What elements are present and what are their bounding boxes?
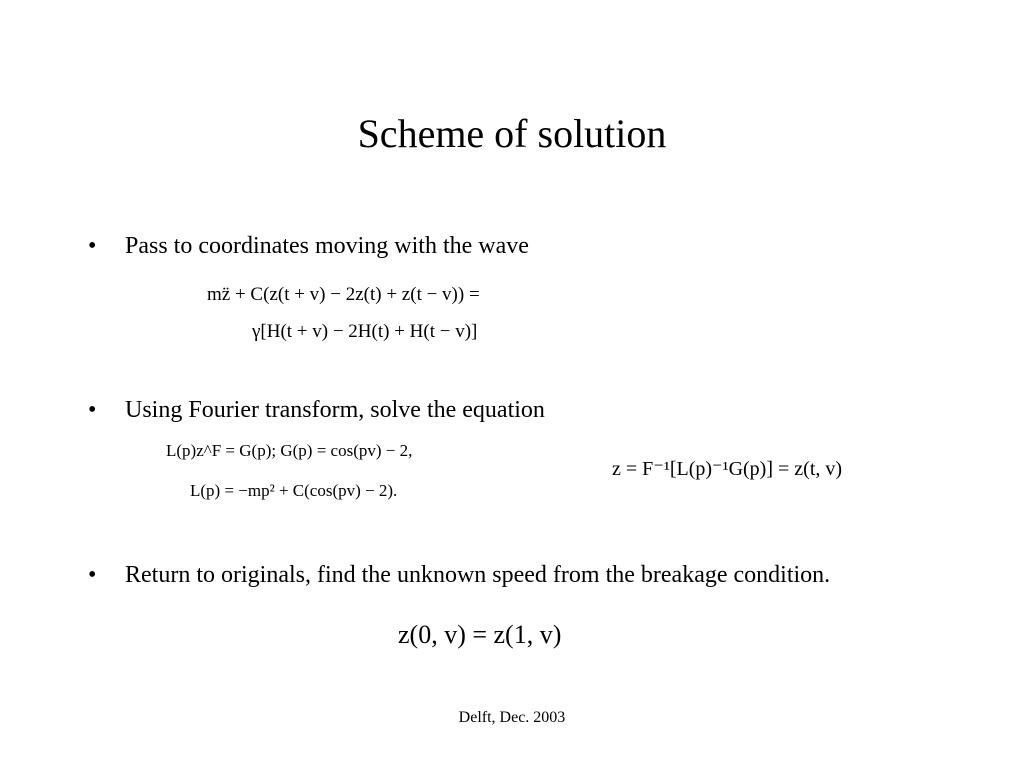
equation-motion-line-1: mz̈ + C(z(t + v) − 2z(t) + z(t − v)) = <box>207 284 480 305</box>
slide-title: Scheme of solution <box>357 111 667 156</box>
bullet-marker: • <box>88 397 97 423</box>
equation-solution: z = F⁻¹[L(p)⁻¹G(p)] = z(t, v) <box>612 458 843 480</box>
bullet-item-2 <box>88 394 888 426</box>
bullet-item-3 <box>88 559 888 591</box>
bullet-marker: • <box>88 562 97 588</box>
equation-fourier-line-2: L(p) = −mp² + C(cos(pv) − 2). <box>190 481 398 500</box>
slide-footer: Delft, Dec. 2003 <box>458 709 566 726</box>
equation-breakage-condition: z(0, v) = z(1, v) <box>398 620 562 649</box>
equation-fourier-line-1: L(p)z^F = G(p); G(p) = cos(pv) − 2, <box>166 441 413 460</box>
bullet-item-1 <box>88 230 888 262</box>
equation-motion-line-2: γ[H(t + v) − 2H(t) + H(t − v)] <box>252 321 478 342</box>
bullet-text: Return to originals, find the unknown speed from the breakage condition. <box>125 562 831 588</box>
bullet-text: Pass to coordinates moving with the wave <box>125 233 529 259</box>
bullet-marker: • <box>88 233 97 259</box>
bullet-text: Using Fourier transform, solve the equation <box>125 397 545 423</box>
